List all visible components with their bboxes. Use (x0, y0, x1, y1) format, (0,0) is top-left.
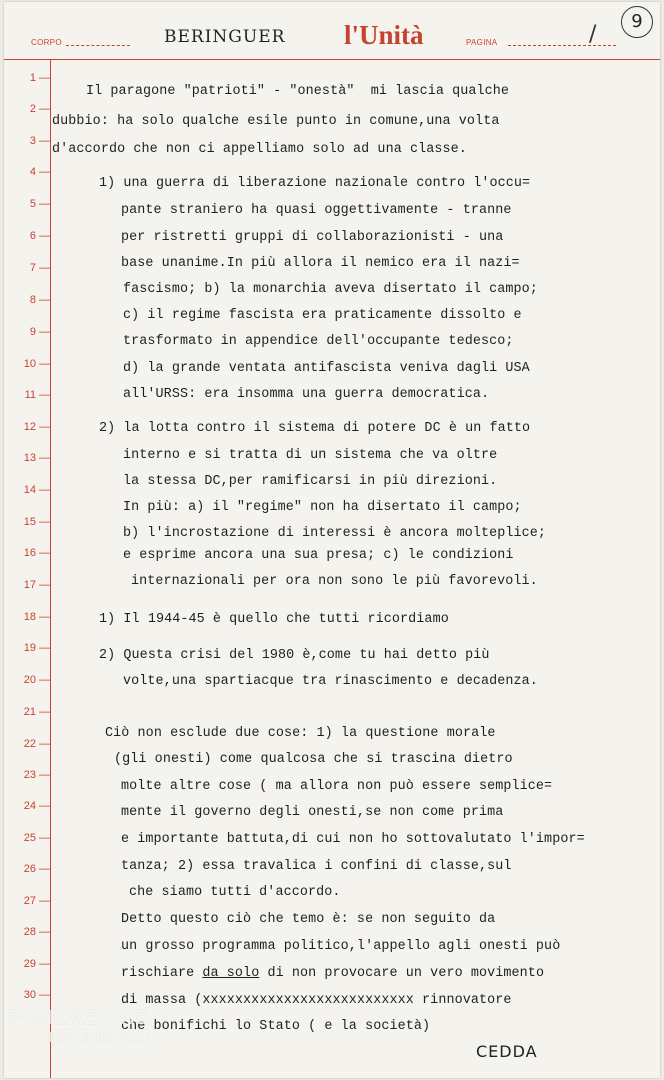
corpo-value: BERINGUER (164, 27, 286, 47)
line-number: 20 — (23, 674, 50, 686)
signature: CEDDA (476, 1042, 538, 1061)
text-line: interno e si tratta di un sistema che va oltre (123, 448, 498, 463)
line-number: 5 — (29, 198, 50, 210)
text-line: b) l'incrostazione di interessi è ancora molteplice; (123, 526, 547, 541)
text-line: che bonifichi lo Stato ( e la società) (121, 1019, 431, 1034)
line-number: 9 — (29, 326, 50, 338)
text-line: la stessa DC,per ramificarsi in più direzioni. (123, 474, 498, 489)
text-line: e esprime ancora una sua presa; c) le condizioni (123, 548, 514, 563)
text-line: c) il regime fascista era praticamente dissolto e (123, 308, 522, 323)
text-line: pante straniero ha quasi oggettivamente - tranne (121, 203, 512, 218)
text-line: In più: a) il "regime" non ha disertato il campo; (123, 500, 522, 515)
text-line: Il paragone "patrioti" - "onestà" mi lascia qualche (86, 84, 510, 99)
line-number: 30 — (23, 989, 50, 1001)
text-line: 2) Questa crisi del 1980 è,come tu hai detto più (99, 648, 490, 663)
text-line: 1) una guerra di liberazione nazionale contro l'occu= (99, 176, 531, 191)
text-line: base unanime.In più allora il nemico era il nazi= (121, 256, 520, 271)
page-number: 9 (621, 6, 653, 38)
line-number: 16 — (23, 547, 50, 559)
text-line: Ciò non esclude due cose: 1) la questione morale (105, 726, 496, 741)
text-line: Detto questo ciò che temo è: se non seguito da (121, 912, 496, 927)
line-number: 14 — (23, 484, 50, 496)
line-number: 23 — (23, 769, 50, 781)
text-line: d) la grande ventata antifascista veniva dagli USA (123, 361, 530, 376)
text-line: 2) la lotta contro il sistema di potere DC è un fatto (99, 421, 531, 436)
line-number: 4 — (29, 166, 50, 178)
line-number: 10 — (23, 358, 50, 370)
line-number: 27 — (23, 895, 50, 907)
line-number: 7 — (29, 262, 50, 274)
line-number: 18 — (23, 611, 50, 623)
line-number: 22 — (23, 738, 50, 750)
line-number: 3 — (29, 135, 50, 147)
text-line: trasformato in appendice dell'occupante tedesco; (123, 334, 514, 349)
text-line: d'accordo che non ci appelliamo solo ad una classe. (52, 142, 467, 157)
text-line: 1) Il 1944-45 è quello che tutti ricordiamo (99, 612, 449, 627)
line-number: 29 — (23, 958, 50, 970)
pagina-field-line (508, 45, 616, 46)
line-number: 2 — (29, 103, 50, 115)
line-number: 24 — (23, 800, 50, 812)
line-number: 21 — (23, 706, 50, 718)
corpo-label: CORPO (31, 38, 62, 47)
text-line: che siamo tutti d'accordo. (129, 885, 341, 900)
underlined-phrase: da solo (202, 966, 260, 981)
text-line: rischiare da solo di non provocare un vero movimento (121, 966, 545, 981)
text-line: (gli onesti) come qualcosa che si trascina dietro (114, 752, 513, 767)
text-line: all'URSS: era insomma una guerra democratica. (123, 387, 490, 402)
line-number: 13 — (23, 452, 50, 464)
header-divider (4, 59, 660, 60)
newspaper-logo: l'Unità (344, 20, 424, 50)
text-line: mente il governo degli onesti,se non come prima (121, 805, 504, 820)
line-number: 8 — (29, 294, 50, 306)
watermark: FONDAZIONE GRAMSCI (8, 1007, 151, 1049)
corpo-field-line (66, 45, 130, 46)
text-line: tanza; 2) essa travalica i confini di classe,sul (121, 859, 512, 874)
line-number: 19 — (23, 642, 50, 654)
pagina-label: PAGINA (466, 38, 498, 47)
text-line: per ristretti gruppi di collaborazionisti - una (121, 230, 504, 245)
text-line: dubbio: ha solo qualche esile punto in comune,una volta (52, 114, 500, 129)
struck-out-text: (xxxxxxxxxxxxxxxxxxxxxxxxxx (194, 993, 414, 1008)
text-line: di massa (xxxxxxxxxxxxxxxxxxxxxxxxxx rinnovatore (121, 993, 512, 1008)
text-line: volte,una spartiacque tra rinascimento e decadenza. (123, 674, 538, 689)
text-line: molte altre cose ( ma allora non può essere semplice= (121, 779, 553, 794)
line-number: 6 — (29, 230, 50, 242)
pagina-mark: / (589, 22, 597, 47)
text-line: fascismo; b) la monarchia aveva disertato il campo; (123, 282, 538, 297)
text-line: e importante battuta,di cui non ho sottovalutato l'impor= (121, 832, 585, 847)
text-line: internazionali per ora non sono le più favorevoli. (131, 574, 538, 589)
text-line: un grosso programma politico,l'appello agli onesti può (121, 939, 561, 954)
line-number: 1 — (29, 72, 50, 84)
line-number: 15 — (23, 516, 50, 528)
line-number: 25 — (23, 832, 50, 844)
document-page (4, 2, 660, 1078)
line-number: 26 — (23, 863, 50, 875)
line-number: 28 — (23, 926, 50, 938)
line-number: 12 — (23, 421, 50, 433)
line-number: 11 — (24, 389, 50, 401)
line-number: 17 — (23, 579, 50, 591)
